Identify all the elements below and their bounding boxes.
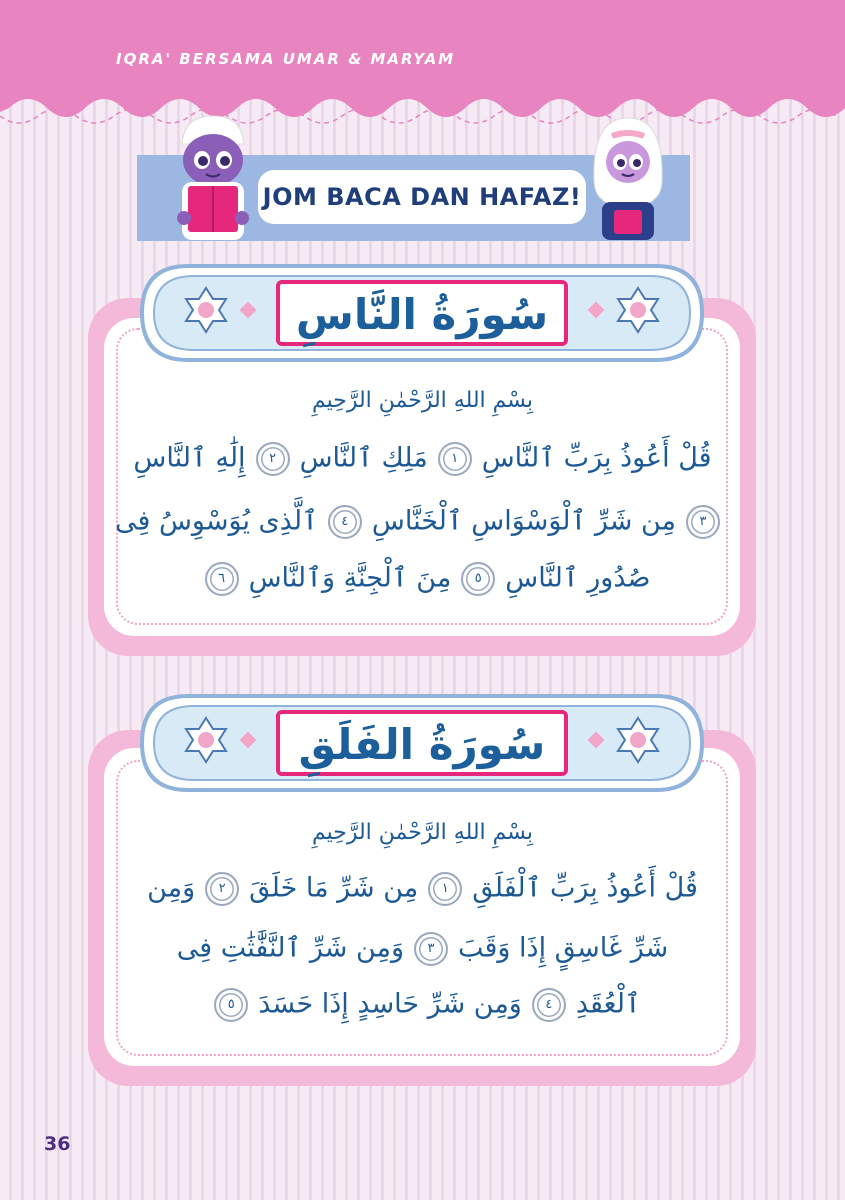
ayat-text: قُلْ أَعُوذُ بِرَبِّ ٱلْفَلَقِ [472, 872, 698, 904]
ayat-text: مَلِكِ ٱلنَّاسِ [299, 442, 428, 474]
ayat-text: مِن شَرِّ مَا خَلَقَ [249, 872, 419, 904]
ayat-text: إِلَٰهِ ٱلنَّاسِ [133, 442, 246, 474]
ayat-line [0, 505, 845, 539]
girl-character-icon [588, 110, 668, 242]
surah-title: سُورَةُ الفَلَقِ [298, 719, 546, 769]
ayat-number: ٦ [205, 562, 239, 596]
ayat-number: ٥ [214, 988, 248, 1022]
ayat-number: ٥ [461, 562, 495, 596]
ayat-text: وَمِن شَرِّ ٱلنَّفَّٰثَٰتِ فِى [176, 932, 404, 964]
ayat-number: ٣ [414, 932, 448, 966]
ayat-line [0, 442, 845, 476]
boy-character-icon [168, 110, 258, 242]
ayat-line [0, 988, 845, 1022]
header-title: IQRA' BERSAMA UMAR & MARYAM [116, 50, 456, 68]
ayat-line [0, 932, 845, 966]
ayat-text: ٱلْعُقَدِ [575, 988, 641, 1020]
ayat-text: وَمِن [147, 872, 196, 904]
page-number: 36 [44, 1133, 71, 1155]
ayat-text: مِنَ ٱلْجِنَّةِ وَٱلنَّاسِ [248, 562, 452, 594]
ayat-text: صُدُورِ ٱلنَّاسِ [505, 562, 651, 594]
banner-text: JOM BACA DAN HAFAZ! [262, 183, 582, 211]
ayat-text: قُلْ أَعُوذُ بِرَبِّ ٱلنَّاسِ [481, 442, 712, 474]
ayat-number: ٤ [532, 988, 566, 1022]
ayat-number: ٢ [256, 442, 290, 476]
ayat-number: ٢ [205, 872, 239, 906]
surah-title: سُورَةُ النَّاسِ [295, 289, 549, 339]
ayat-number: ٤ [328, 505, 362, 539]
ayat-number: ٣ [686, 505, 720, 539]
ayat-line [0, 562, 845, 596]
ayat-text: شَرِّ غَاسِقٍ إِذَا وَقَبَ [458, 932, 669, 964]
ayat-number: ١ [438, 442, 472, 476]
ayat-text: وَمِن شَرِّ حَاسِدٍ إِذَا حَسَدَ [258, 988, 522, 1020]
ayat-number: ١ [428, 872, 462, 906]
bismillah: بِسْمِ اللهِ الرَّحْمٰنِ الرَّحِيمِ [311, 388, 534, 413]
ayat-text: مِن شَرِّ ٱلْوَسْوَاسِ ٱلْخَنَّاسِ [371, 505, 677, 537]
banner-label [258, 170, 586, 224]
ayat-line [0, 872, 845, 906]
bismillah: بِسْمِ اللهِ الرَّحْمٰنِ الرَّحِيمِ [311, 820, 534, 845]
ayat-text: ٱلَّذِى يُوَسْوِسُ فِى [114, 505, 318, 537]
